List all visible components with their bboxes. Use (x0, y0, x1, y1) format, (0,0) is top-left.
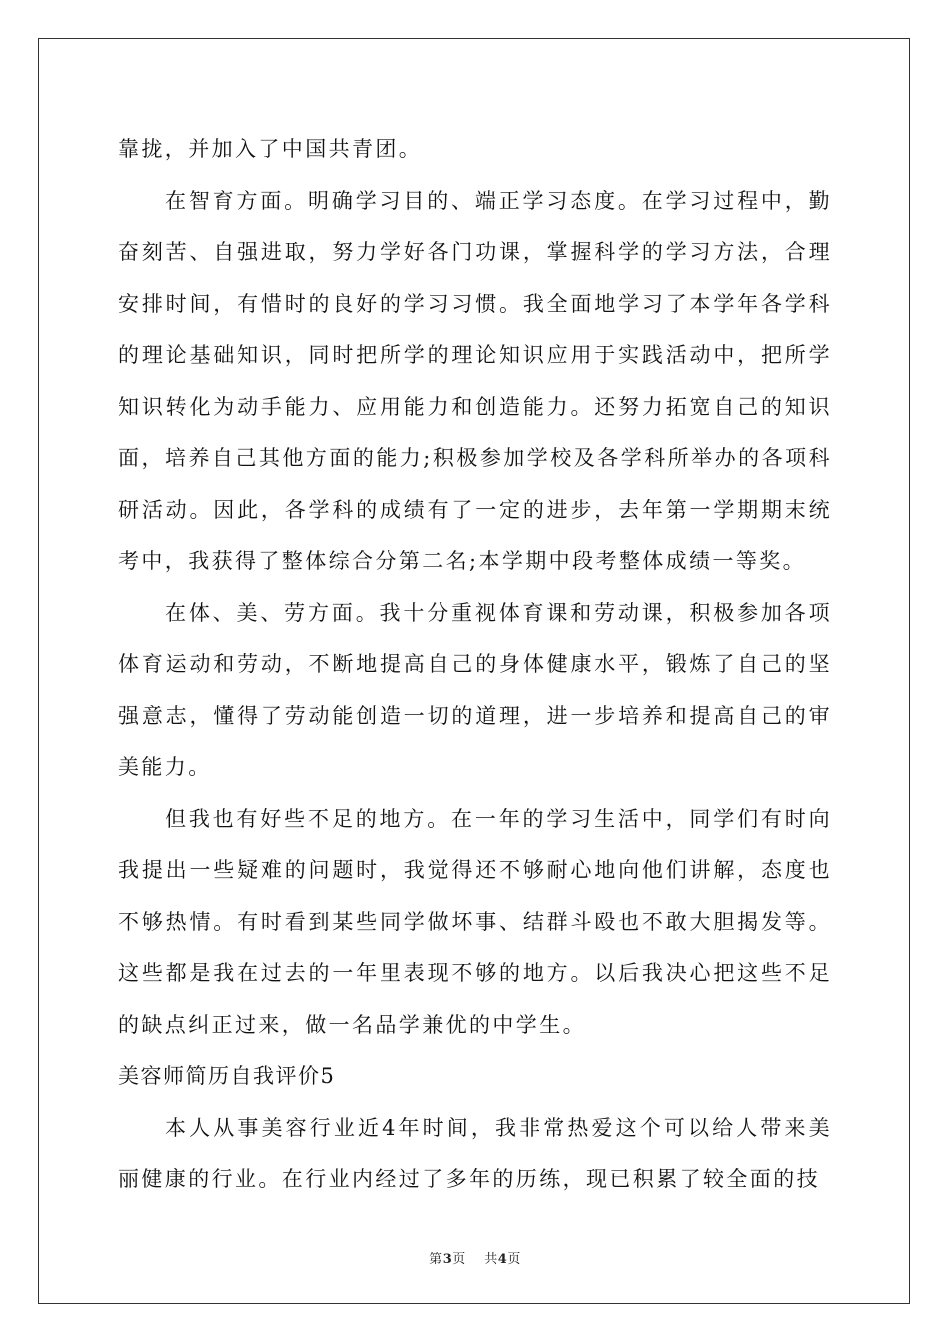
page-footer (0, 1248, 950, 1267)
paragraph: 在智育方面。明确学习目的、端正学习态度。在学习过程中，勤奋刻苦、自强进取，努力学好各门功课，掌握科学的学习方法，合理安排时间，有惜时的良好的学习习惯。我全面地学习了本学年各学科的理论基础知识，同时把所学的理论知识应用于实践活动中，把所学知识转化为动手能力、应用能力和创造能力。还努力拓宽自己的知识面，培养自己其他方面的能力;积极参加学校及各学科所举办的各项科研活动。因此，各学科的成绩有了一定的进步，去年第一学期期末统考中，我获得了整体综合分第二名;本学期中段考整体成绩一等奖。 (118, 188, 832, 573)
footer-page-total: 4 (497, 1252, 508, 1267)
footer-page-prefix: 第 (429, 1252, 443, 1267)
paragraph: 在体、美、劳方面。我十分重视体育课和劳动课，积极参加各项体育运动和劳动，不断地提高自己的身体健康水平，锻炼了自己的坚强意志，懂得了劳动能创造一切的道理，进一步培养和提高自己的审美能力。 (118, 600, 832, 779)
footer-page-suffix: 页 (507, 1252, 521, 1267)
document-body (118, 124, 832, 1206)
footer-page-current: 3 (442, 1252, 453, 1267)
section-heading: 美容师简历自我评价5 (118, 1064, 336, 1088)
paragraph: 靠拢，并加入了中国共青团。 (118, 137, 423, 161)
paragraph: 但我也有好些不足的地方。在一年的学习生活中，同学们有时向我提出一些疑难的问题时，我觉得还不够耐心地向他们讲解，态度也不够热情。有时看到某些同学做坏事、结群斗殴也不敢大胆揭发等。这些都是我在过去的一年里表现不够的地方。以后我决心把这些不足的缺点纠正过来，做一名品学兼优的中学生。 (118, 806, 832, 1037)
footer-page-mid: 页 共 (452, 1252, 498, 1267)
paragraph: 本人从事美容行业近4年时间，我非常热爱这个可以给人带来美丽健康的行业。在行业内经过了多年的历练，现已积累了较全面的技 (118, 1115, 832, 1191)
